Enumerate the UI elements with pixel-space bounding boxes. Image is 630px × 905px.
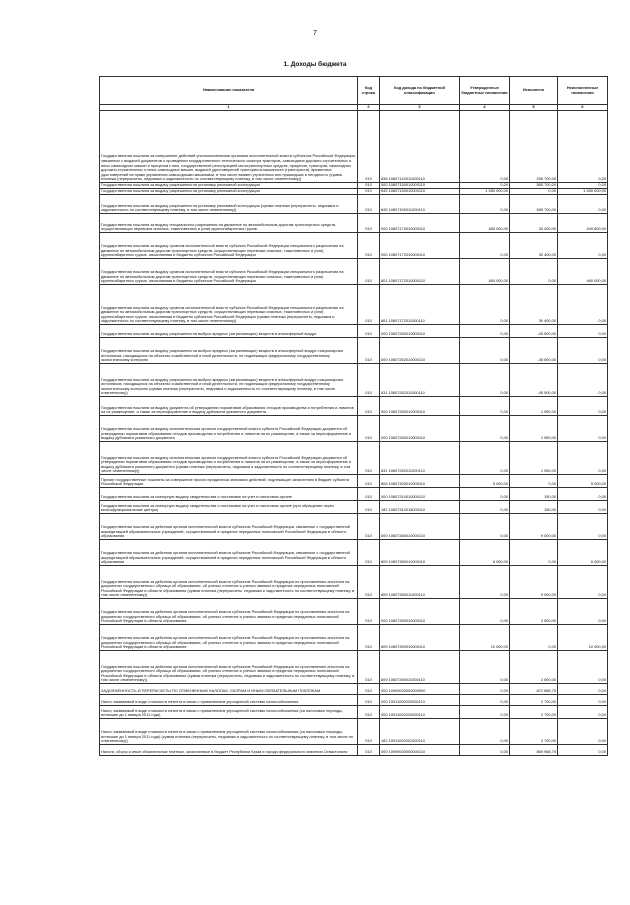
row-approved-cell: 480 000,00 — [460, 259, 510, 285]
row-name-cell: Государственная пошлина за действия органов исполнительной власти субъектов Российской Федерации по проставлению апостиля на документах государственного образца об образовании, об ученых степенях и ученых званиях в пределах переданных полномочий Российской Федерации в области образования — [100, 599, 358, 625]
row-code-cell: 010 — [358, 285, 380, 325]
row-unexecuted-cell: 0,00 — [558, 233, 608, 259]
table-row — [100, 259, 608, 285]
table-row — [100, 684, 608, 695]
row-classification-cell: 861 10807172011000110 — [380, 285, 460, 325]
row-unexecuted-cell: 0,00 — [558, 706, 608, 719]
row-name-cell: Государственная пошлина за выдачу разрешения на установку рекламной конструкции (сумма платежа (перерасчеты, недоимка и задолженность по соответствующему платежу, в том числе отмененному)) — [100, 195, 358, 214]
row-name-cell: Государственная пошлина за выдачу органом исполнительной власти субъекта Российской Федерации специального разрешения на движение по автомобильным дорогам транспортных средств, осуществляющих перевозки опасных, тяжеловесных и (или) крупногабаритных грузов, зачисляемая в бюджеты субъектов Российской Федерации — [100, 233, 358, 259]
table-row — [100, 599, 608, 625]
row-code-cell: 010 — [358, 195, 380, 214]
page-number: 7 — [313, 30, 317, 37]
column-header: Исполнено — [510, 77, 558, 105]
column-header: Наименование показателя — [100, 77, 358, 105]
row-name-cell: Прочие государственные пошлины за совершение прочих юридически значимых действий, подлежащие зачислению в бюджет субъекта Российской Федерации — [100, 475, 358, 488]
row-unexecuted-cell: 0,00 — [558, 651, 608, 684]
table-row — [100, 397, 608, 416]
row-code-cell: 010 — [358, 566, 380, 599]
table-row — [100, 416, 608, 442]
row-executed-cell: 0,00 — [510, 540, 558, 566]
column-number: 6 — [558, 105, 608, 111]
table-row — [100, 325, 608, 338]
row-unexecuted-cell: 0,00 — [558, 364, 608, 397]
row-approved-cell: 0,00 — [460, 111, 510, 183]
column-header: Утвержденные бюджетные назначения — [460, 77, 510, 105]
row-classification-cell: 831 10807262011000110 — [380, 364, 460, 397]
row-unexecuted-cell: 0,00 — [558, 285, 608, 325]
row-classification-cell: 831 10807282011000110 — [380, 442, 460, 475]
table-row — [100, 338, 608, 364]
table-row — [100, 501, 608, 514]
column-number: 4 — [460, 105, 510, 111]
row-name-cell: Государственная пошлина за действия органов исполнительной власти субъектов Российской Федерации, связанные с государственной аккредитацией образовательных учреждений, осуществляемой в пределах переданных полномочий Российской Федерации в области образования — [100, 540, 358, 566]
table-row — [100, 285, 608, 325]
row-code-cell: 010 — [358, 599, 380, 625]
row-approved-cell: 0,00 — [460, 285, 510, 325]
row-approved-cell: 0,00 — [460, 442, 510, 475]
row-unexecuted-cell: 449 600,00 — [558, 214, 608, 233]
row-code-cell: 010 — [358, 259, 380, 285]
row-unexecuted-cell: 0,00 — [558, 442, 608, 475]
row-unexecuted-cell: 0,00 — [558, 566, 608, 599]
row-approved-cell: 0,00 — [460, 397, 510, 416]
table-row — [100, 195, 608, 214]
row-classification-cell: 845 10807150010000110 — [380, 189, 460, 195]
row-code-cell: 010 — [358, 233, 380, 259]
row-unexecuted-cell: 0,00 — [558, 195, 608, 214]
row-code-cell: 010 — [358, 625, 380, 651]
row-approved-cell: 0,00 — [460, 514, 510, 540]
row-executed-cell: -45 500,00 — [510, 325, 558, 338]
budget-income-table — [99, 76, 608, 756]
row-classification-cell: 000 10807380010000110 — [380, 514, 460, 540]
table-row — [100, 566, 608, 599]
row-code-cell: 010 — [358, 745, 380, 756]
row-name-cell: Государственная пошлина за выдачу органом исполнительной власти субъекта Российской Федерации специального разрешения на движение по автомобильным дорогам транспортных средств, осуществляющих перевозки опасных, тяжеловесных и (или) крупногабаритных грузов, зачисляемая в бюджеты субъектов Российской Федерации — [100, 259, 358, 285]
row-code-cell: 010 — [358, 442, 380, 475]
row-classification-cell: 000 10807282010000110 — [380, 416, 460, 442]
row-executed-cell: 872 668,75 — [510, 684, 558, 695]
row-name-cell: Государственная пошлина за выдачу исполнительным органом государственной власти субъекта Российской Федерации документа об утверждении нормативов образования отходов производства и потребления и лимитов на их размещение, а также за переоформление и выдачу дубликата указанного документа (сумма платежа (перерасчеты, недоимка и задолженность по соответствующему платежу, в том числе отмененному)) — [100, 442, 358, 475]
row-classification-cell: 000 10807310010000110 — [380, 488, 460, 501]
row-approved-cell: 10 000,00 — [460, 625, 510, 651]
row-classification-cell: 809 10807390010000110 — [380, 625, 460, 651]
table-row — [100, 475, 608, 488]
row-executed-cell: -45 500,00 — [510, 364, 558, 397]
row-unexecuted-cell: 0,00 — [558, 183, 608, 189]
row-name-cell: Государственная пошлина за выдачу разрешения на установку рекламной конструкции — [100, 189, 358, 195]
table-row — [100, 488, 608, 501]
row-executed-cell: 1 950,00 — [510, 397, 558, 416]
row-executed-cell: 0,00 — [510, 625, 558, 651]
row-approved-cell: 0,00 — [460, 501, 510, 514]
row-approved-cell: 480 000,00 — [460, 214, 510, 233]
row-classification-cell: 808 10807300010000110 — [380, 475, 460, 488]
row-code-cell: 010 — [358, 183, 380, 189]
row-executed-cell: 150,00 — [510, 488, 558, 501]
row-code-cell: 010 — [358, 684, 380, 695]
row-classification-cell: 000 10807280010000110 — [380, 397, 460, 416]
row-name-cell: Государственная пошлина за выдачу документа об утверждении нормативов образования отходов производства и потребления и лимитов на их размещение, а также за переоформление и выдачу дубликата указанного документа — [100, 397, 358, 416]
row-executed-cell: 2 700,00 — [510, 695, 558, 706]
table-row — [100, 625, 608, 651]
row-unexecuted-cell: 5 000,00 — [558, 475, 608, 488]
column-header: Код дохода по бюджетной классификации — [380, 77, 460, 105]
row-name-cell: Государственная пошлина за выдачу разрешения на выброс вредных (загрязняющих) веществ в атмосферный воздух стационарных источников, находящихся на объектах хозяйственной и иной деятельности, не подлежащих федеральному государственному экологическому контролю — [100, 338, 358, 364]
row-classification-cell: 182 10807310018000110 — [380, 501, 460, 514]
table-row — [100, 111, 608, 183]
row-executed-cell: 0,00 — [510, 259, 558, 285]
row-name-cell: Государственная пошлина за действия органов исполнительной власти субъектов Российской Федерации по проставлению апостиля на документах государственного образца об образовании, об ученых степенях и ученых званиях в пределах переданных полномочий Российской Федерации в области образования (сумма платежа (перерасчеты, недоимка и задолженность по соответствующему платежу, в том числе отмененному)) — [100, 651, 358, 684]
row-classification-cell: 809 10807380010000110 — [380, 540, 460, 566]
row-classification-cell: 182 10911020021000110 — [380, 719, 460, 745]
row-classification-cell: 000 10990000000000110 — [380, 745, 460, 756]
row-unexecuted-cell: 0,00 — [558, 599, 608, 625]
row-code-cell: 010 — [358, 111, 380, 183]
row-code-cell: 010 — [358, 514, 380, 540]
row-executed-cell: 2 700,00 — [510, 719, 558, 745]
row-executed-cell: 30 400,00 — [510, 233, 558, 259]
section-title: 1. Доходы бюджета — [283, 61, 347, 68]
table-row — [100, 364, 608, 397]
table-row — [100, 706, 608, 719]
row-name-cell: Государственная пошлина за действия органов исполнительной власти субъектов Российской Федерации по проставлению апостиля на документах государственного образца об образовании, об ученых степенях и ученых званиях в пределах переданных полномочий Российской Федерации в области образования — [100, 625, 358, 651]
row-approved-cell: 0,00 — [460, 684, 510, 695]
row-unexecuted-cell: 480 000,00 — [558, 259, 608, 285]
row-executed-cell: 30 400,00 — [510, 285, 558, 325]
row-executed-cell: 9 000,00 — [510, 566, 558, 599]
row-name-cell: Налог, взимаемый в виде стоимости патента в связи с применением упрощенной системы налогообложения — [100, 695, 358, 706]
column-number: 5 — [510, 105, 558, 111]
row-executed-cell: 869 968,75 — [510, 745, 558, 756]
table-row — [100, 514, 608, 540]
row-code-cell: 010 — [358, 475, 380, 488]
row-classification-cell: 000 10911020020000110 — [380, 706, 460, 719]
row-unexecuted-cell: 1 550 000,00 — [558, 189, 608, 195]
table-row — [100, 745, 608, 756]
column-header: Код строки — [358, 77, 380, 105]
row-code-cell: 010 — [358, 651, 380, 684]
row-classification-cell: 000 10807150010000110 — [380, 183, 460, 189]
row-unexecuted-cell: 0,00 — [558, 745, 608, 756]
row-name-cell: Государственная пошлина за совершение действий уполномоченными органами исполнительной власти субъектов Российской Федерации, связанных с выдачей документов о проведении государственного технического осмотра тракторов, самоходных дорожно-строительных и иных самоходных машин и прицепов к ним, государственной регистрацией мототранспортных средств, прицепов, тракторов, самоходных дорожно-строительных и иных самоходных машин, выдачей удостоверений тракториста-машиниста (тракториста), временных удостоверений на право управления самоходными машинами, в том числе взамен утраченных или пришедших в негодность (сумма платежа (перерасчеты, недоимка и задолженность по соответствующему платежу, в том числе отмененному)) — [100, 111, 358, 183]
row-approved-cell: 6 000,00 — [460, 540, 510, 566]
row-classification-cell: 000 10911000020000110 — [380, 695, 460, 706]
row-approved-cell: 0,00 — [460, 338, 510, 364]
row-code-cell: 010 — [358, 338, 380, 364]
row-approved-cell: 1 550 000,00 — [460, 189, 510, 195]
row-classification-cell: 836 10807142011000110 — [380, 111, 460, 183]
row-approved-cell: 0,00 — [460, 719, 510, 745]
row-classification-cell: 000 10807170010000110 — [380, 214, 460, 233]
row-executed-cell: 150,00 — [510, 501, 558, 514]
row-approved-cell: 0,00 — [460, 488, 510, 501]
column-number: 2 — [358, 105, 380, 111]
row-unexecuted-cell: 0,00 — [558, 695, 608, 706]
row-executed-cell: 30 400,00 — [510, 214, 558, 233]
row-approved-cell: 0,00 — [460, 745, 510, 756]
table-row — [100, 695, 608, 706]
row-executed-cell: 9 000,00 — [510, 514, 558, 540]
row-executed-cell: -45 500,00 — [510, 338, 558, 364]
row-unexecuted-cell: 10 000,00 — [558, 625, 608, 651]
row-code-cell: 010 — [358, 214, 380, 233]
row-name-cell: Государственная пошлина за повторную выдачу свидетельства о постановке на учет в налоговом органе — [100, 488, 358, 501]
row-code-cell: 010 — [358, 397, 380, 416]
row-executed-cell: 0,00 — [510, 475, 558, 488]
row-code-cell: 010 — [358, 416, 380, 442]
row-name-cell: Налог, взимаемый в виде стоимости патента в связи с применением упрощенной системы налогообложения (за налоговые периоды, истекшие до 1 января 2011 года) — [100, 706, 358, 719]
row-executed-cell: 2 500,00 — [510, 651, 558, 684]
table-body — [100, 111, 608, 756]
row-unexecuted-cell: 0,00 — [558, 501, 608, 514]
row-code-cell: 010 — [358, 325, 380, 338]
column-number: 3 — [380, 105, 460, 111]
row-code-cell: 010 — [358, 501, 380, 514]
row-classification-cell: 000 10900000000000000 — [380, 684, 460, 695]
row-classification-cell: 845 10807150011000110 — [380, 195, 460, 214]
row-executed-cell: 1 950,00 — [510, 442, 558, 475]
row-approved-cell: 0,00 — [460, 566, 510, 599]
row-approved-cell: 0,00 — [460, 706, 510, 719]
row-approved-cell: 0,00 — [460, 233, 510, 259]
row-name-cell: Государственная пошлина за выдачу разрешения на установку рекламной конструкции — [100, 183, 358, 189]
row-name-cell: Налог, взимаемый в виде стоимости патента в связи с применением упрощенной системы налогообложения (за налоговые периоды, истекшие до 1 января 2011 года) (сумма платежа (перерасчеты, недоимка и задолженность по соответствующему платежу, в том числе по отмененному)) — [100, 719, 358, 745]
row-unexecuted-cell: 0,00 — [558, 514, 608, 540]
row-unexecuted-cell: 0,00 — [558, 684, 608, 695]
row-approved-cell: 0,00 — [460, 599, 510, 625]
row-classification-cell: 801 10807172010000110 — [380, 259, 460, 285]
table-row — [100, 214, 608, 233]
table-row — [100, 651, 608, 684]
row-name-cell: Государственная пошлина за действия органов исполнительной власти субъектов Российской Федерации по проставлению апостиля на документах государственного образца об образовании, об ученых степенях и ученых званиях в пределах переданных полномочий Российской Федерации в области образования (сумма платежа (перерасчеты, недоимка и задолженность по соответствующему платежу, в том числе отмененному)) — [100, 566, 358, 599]
row-unexecuted-cell: 0,00 — [558, 416, 608, 442]
row-approved-cell: 0,00 — [460, 416, 510, 442]
row-executed-cell: 296 700,00 — [510, 111, 558, 183]
row-code-cell: 010 — [358, 364, 380, 397]
row-name-cell: ЗАДОЛЖЕННОСТЬ И ПЕРЕРАСЧЕТЫ ПО ОТМЕНЕННЫМ НАЛОГАМ, СБОРАМ И ИНЫМ ОБЯЗАТЕЛЬНЫМ ПЛАТЕЖАМ — [100, 684, 358, 695]
row-approved-cell: 0,00 — [460, 183, 510, 189]
row-unexecuted-cell: 0,00 — [558, 111, 608, 183]
row-code-cell: 010 — [358, 540, 380, 566]
row-approved-cell: 0,00 — [460, 325, 510, 338]
row-unexecuted-cell: 0,00 — [558, 325, 608, 338]
row-approved-cell: 0,00 — [460, 695, 510, 706]
row-approved-cell: 0,00 — [460, 651, 510, 684]
row-name-cell: Государственная пошлина за выдачу разрешения на выброс вредных (загрязняющих) веществ в атмосферный воздух стационарных источников, находящихся на объектах хозяйственной и иной деятельности, не подлежащих федеральному государственному экологическому контролю (сумма платежа (перерасчеты, недоимка и задолженность по соответствующему платежу, в том числе отмененному)) — [100, 364, 358, 397]
row-name-cell: Государственная пошлина за повторную выдачу свидетельства о постановке на учет в налоговом органе (при обращении через многофункциональные центры) — [100, 501, 358, 514]
row-approved-cell: 0,00 — [460, 364, 510, 397]
column-number: 1 — [100, 105, 358, 111]
row-classification-cell: 000 10807390010000110 — [380, 599, 460, 625]
row-executed-cell: 2 500,00 — [510, 599, 558, 625]
row-executed-cell: 2 700,00 — [510, 706, 558, 719]
column-header: Неисполненные назначения — [558, 77, 608, 105]
row-code-cell: 010 — [358, 189, 380, 195]
row-name-cell: Государственная пошлина за выдачу разрешения на выброс вредных (загрязняющих) веществ в атмосферный воздух — [100, 325, 358, 338]
row-approved-cell: 5 000,00 — [460, 475, 510, 488]
table-row — [100, 442, 608, 475]
row-unexecuted-cell: 0,00 — [558, 397, 608, 416]
row-classification-cell: 000 10807262010000110 — [380, 338, 460, 364]
row-name-cell: Государственная пошлина за действия органов исполнительной власти субъектов Российской Федерации, связанные с государственной аккредитацией образовательных учреждений, осуществляемой в пределах переданных полномочий Российской Федерации в области образования — [100, 514, 358, 540]
table-row — [100, 719, 608, 745]
row-unexecuted-cell: 0,00 — [558, 719, 608, 745]
row-executed-cell: 585 700,00 — [510, 195, 558, 214]
row-name-cell: Налоги, сборы и иные обязательные платежи, зачисляемые в бюджет Республики Крым и города федерального значения Севастополя — [100, 745, 358, 756]
table-row — [100, 233, 608, 259]
row-approved-cell: 0,00 — [460, 195, 510, 214]
row-unexecuted-cell: 0,00 — [558, 338, 608, 364]
row-code-cell: 010 — [358, 488, 380, 501]
row-executed-cell: 0,00 — [510, 189, 558, 195]
row-classification-cell: 809 10807390011000110 — [380, 651, 460, 684]
row-name-cell: Государственная пошлина за выдачу исполнительным органом государственной власти субъекта Российской Федерации документа об утверждении нормативов образования отходов производства и потребления и лимитов на их размещение, а также за переоформление и выдачу дубликата указанного документа — [100, 416, 358, 442]
row-executed-cell: 585 700,00 — [510, 183, 558, 189]
row-name-cell: Государственная пошлина за выдачу специального разрешения на движение по автомобильным дорогам транспортных средств, осуществляющих перевозки опасных, тяжеловесных и (или) крупногабаритных грузов — [100, 214, 358, 233]
row-name-cell: Государственная пошлина за выдачу органом исполнительной власти субъекта Российской Федерации специального разрешения на движение по автомобильным дорогам транспортных средств, осуществляющих перевозки опасных, тяжеловесных и (или) крупногабаритных грузов, зачисляемая в бюджеты субъектов Российской Федерации (сумма платежа (перерасчеты, недоимка и задолженность по соответствующему платежу, в том числе отмененному)) — [100, 285, 358, 325]
table-header-row — [100, 77, 608, 105]
row-unexecuted-cell: 6 000,00 — [558, 540, 608, 566]
row-code-cell: 010 — [358, 719, 380, 745]
table-row — [100, 540, 608, 566]
row-code-cell: 010 — [358, 695, 380, 706]
row-classification-cell: 000 10807260010000110 — [380, 325, 460, 338]
row-classification-cell: 000 10807172010000110 — [380, 233, 460, 259]
row-unexecuted-cell: 0,00 — [558, 488, 608, 501]
row-executed-cell: 1 950,00 — [510, 416, 558, 442]
row-classification-cell: 809 10807380011000110 — [380, 566, 460, 599]
row-code-cell: 010 — [358, 706, 380, 719]
